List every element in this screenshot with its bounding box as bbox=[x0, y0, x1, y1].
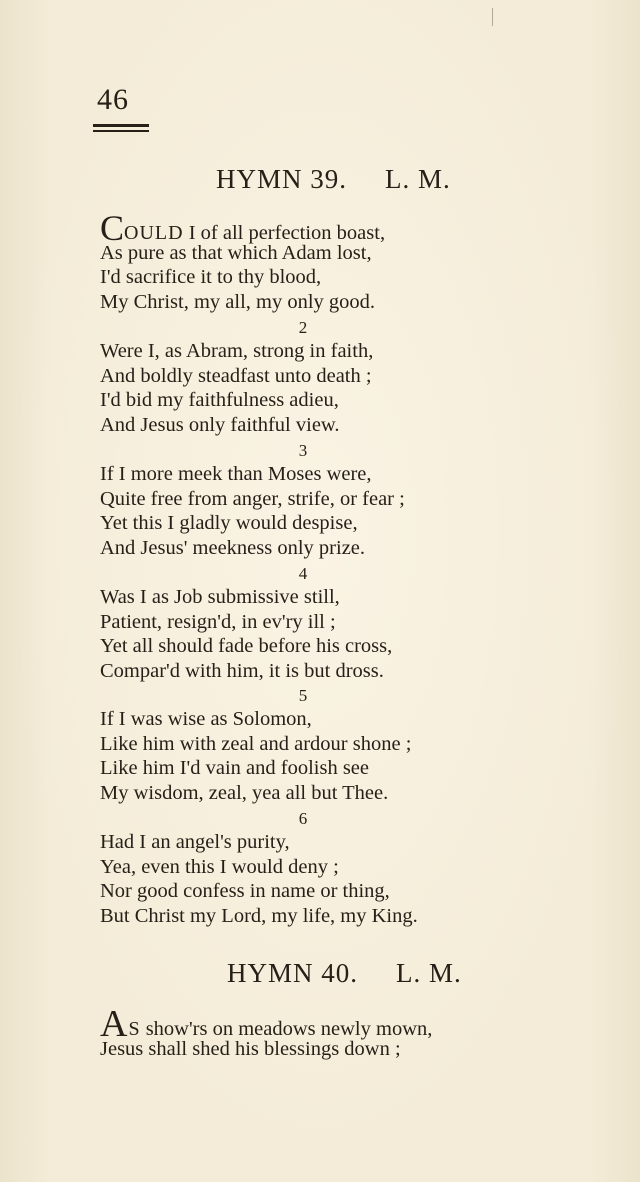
stanza-number: 5 bbox=[298, 686, 308, 705]
header-rule-thin bbox=[93, 130, 149, 132]
verse-line: Jesus shall shed his blessings down ; bbox=[100, 1037, 401, 1060]
verse-line: If I was wise as Solomon, bbox=[100, 708, 312, 730]
hymn-39-stanza-3 bbox=[100, 462, 520, 560]
verse-line: Had I an angel's purity, bbox=[100, 831, 290, 853]
verse-line: And Jesus' meekness only prize. bbox=[100, 536, 366, 559]
hymn-39-stanza-1 bbox=[100, 208, 520, 314]
hymn-39-stanza-4 bbox=[100, 585, 520, 683]
stanza-number: 3 bbox=[298, 441, 308, 460]
verse-line: Nor good confess in name or thing, bbox=[100, 880, 390, 902]
first-line-text: I of all perfection boast, bbox=[183, 222, 386, 244]
small-caps-word: OULD bbox=[124, 222, 184, 244]
page-edge-mark bbox=[492, 8, 493, 26]
verse-line: My wisdom, zeal, yea all but Thee. bbox=[100, 781, 389, 804]
first-line-text: show'rs on meadows newly mown, bbox=[140, 1018, 433, 1040]
hymn-40-meter: L. M. bbox=[396, 958, 462, 988]
verse-line: My Christ, my all, my only good. bbox=[100, 290, 376, 313]
verse-line: Were I, as Abram, strong in faith, bbox=[100, 340, 374, 362]
verse-line: Patient, resign'd, in ev'ry ill ; bbox=[100, 610, 336, 633]
hymn-40-number: HYMN 40. bbox=[227, 958, 359, 988]
verse-line: If I more meek than Moses were, bbox=[100, 463, 372, 485]
hymn-39-stanza-6 bbox=[100, 830, 520, 928]
hymn-39-meter: L. M. bbox=[385, 164, 451, 194]
verse-line: And boldly steadfast unto death ; bbox=[100, 364, 372, 387]
header-rule-thick bbox=[93, 124, 149, 127]
verse-line: Quite free from anger, strife, or fear ; bbox=[100, 487, 405, 510]
verse-line: Yea, even this I would deny ; bbox=[100, 855, 339, 878]
verse-line: And Jesus only faithful view. bbox=[100, 413, 340, 436]
verse-line: Like him with zeal and ardour shone ; bbox=[100, 732, 412, 755]
small-caps-word: S bbox=[128, 1018, 141, 1040]
verse-line: I'd sacrifice it to thy blood, bbox=[100, 266, 322, 288]
verse-line: As pure as that which Adam lost, bbox=[100, 241, 372, 264]
verse-line: Like him I'd vain and foolish see bbox=[100, 757, 369, 779]
drop-cap: A bbox=[100, 1003, 128, 1045]
drop-cap: C bbox=[100, 208, 125, 248]
hymn-39-stanza-2 bbox=[100, 339, 520, 437]
stanza-number: 2 bbox=[298, 318, 308, 337]
stanza-number: 4 bbox=[298, 564, 308, 583]
stanza-number: 6 bbox=[298, 809, 308, 828]
verse-line: Was I as Job submissive still, bbox=[100, 586, 340, 608]
verse-line: Yet all should fade before his cross, bbox=[100, 635, 393, 657]
hymn-40-title bbox=[227, 958, 462, 988]
page-number: 46 bbox=[97, 83, 129, 116]
hymn-39-stanza-5 bbox=[100, 707, 520, 805]
hymn-39-title bbox=[216, 164, 451, 194]
verse-line: I'd bid my faithfulness adieu, bbox=[100, 389, 339, 411]
hymn-40-stanza-1 bbox=[100, 1003, 520, 1061]
verse-line bbox=[100, 1003, 520, 1045]
hymn-39-number: HYMN 39. bbox=[216, 164, 348, 194]
verse-line bbox=[100, 208, 520, 248]
verse-line: But Christ my Lord, my life, my King. bbox=[100, 904, 418, 927]
verse-line: Compar'd with him, it is but dross. bbox=[100, 659, 384, 682]
verse-line: Yet this I gladly would despise, bbox=[100, 512, 358, 534]
